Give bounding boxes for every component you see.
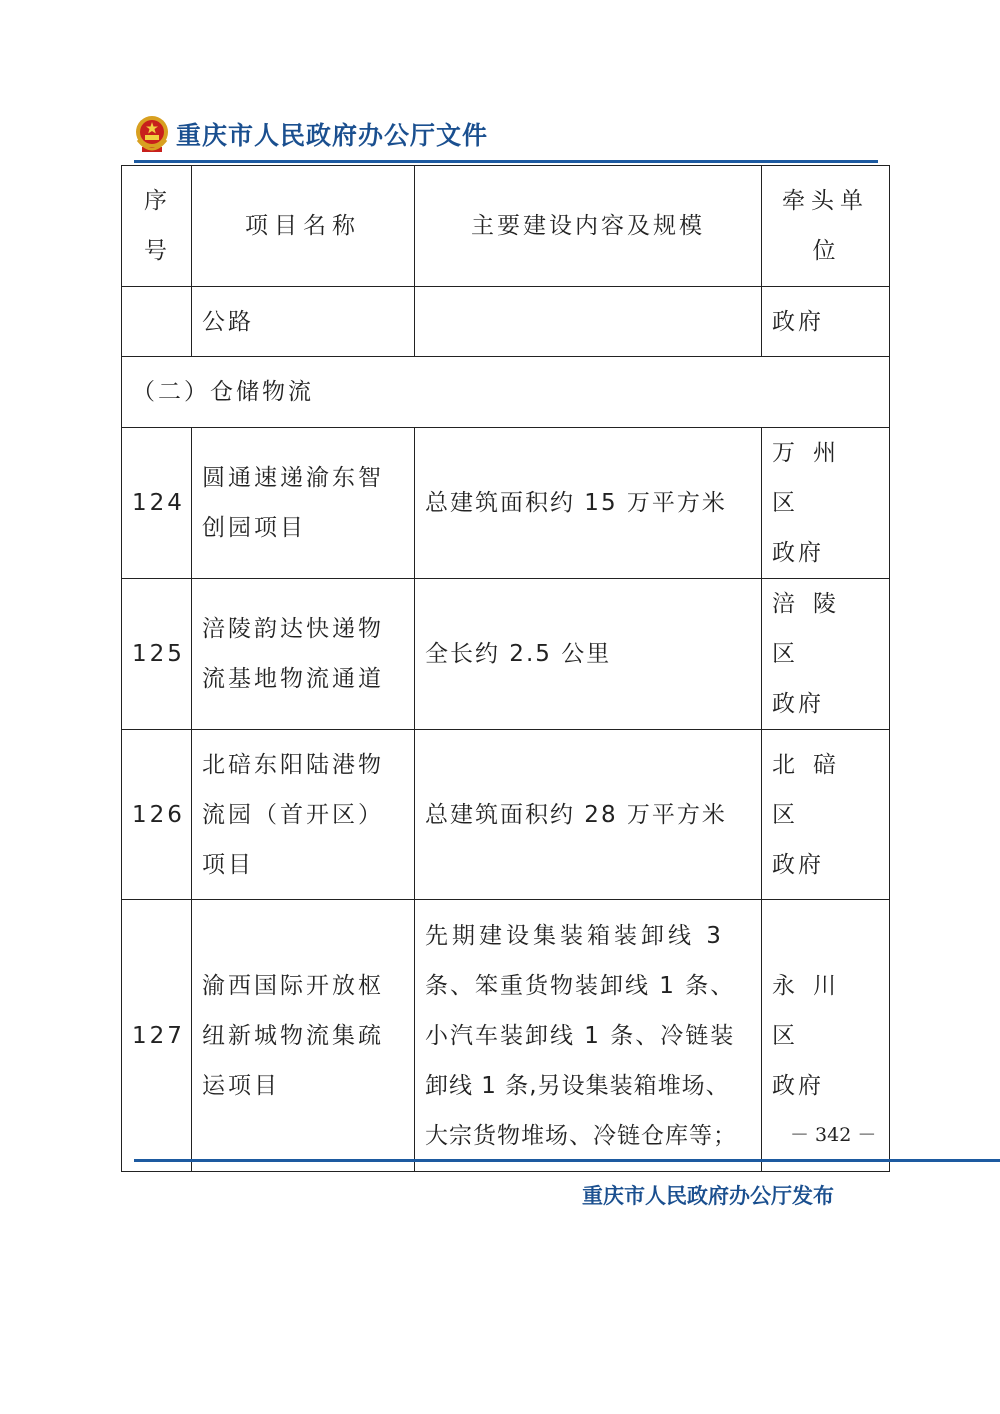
header-title: 重庆市人民政府办公厅文件 bbox=[176, 121, 489, 150]
cell-unit bbox=[762, 579, 890, 730]
name-line: 涪陵韵达快递物 bbox=[202, 616, 384, 642]
table-row bbox=[122, 428, 890, 579]
unit-top: 永川区 bbox=[772, 972, 854, 1049]
name-line: 运项目 bbox=[202, 1072, 280, 1099]
header-name: 项目名称 bbox=[192, 166, 415, 287]
content-line: 总建筑面积约 15 万平方米 bbox=[425, 490, 727, 516]
cell-no: 125 bbox=[122, 579, 192, 730]
content-line: 小汽车装卸线 1 条、冷链装 bbox=[425, 1022, 736, 1049]
content-line: 先期建设集装箱装卸线 3 bbox=[425, 922, 725, 949]
table-row bbox=[122, 730, 890, 900]
header-unit bbox=[762, 166, 890, 287]
national-emblem-icon bbox=[134, 114, 170, 154]
cell-content bbox=[415, 730, 762, 900]
content-line: 全长约 2.5 公里 bbox=[425, 641, 612, 667]
content-line: 总建筑面积约 28 万平方米 bbox=[425, 801, 727, 828]
header-unit-line1: 牵头单 bbox=[782, 188, 869, 214]
cell-unit bbox=[762, 730, 890, 900]
header-no: 序号 bbox=[122, 166, 192, 287]
page-number: － 342 － bbox=[790, 1124, 877, 1146]
footer-text: 重庆市人民政府办公厅发布 bbox=[582, 1183, 834, 1208]
unit-top: 万州区 bbox=[772, 440, 854, 516]
cell-name bbox=[192, 900, 415, 1172]
name-line: 项目 bbox=[202, 851, 254, 878]
cell-no: 124 bbox=[122, 428, 192, 579]
cell-content bbox=[415, 287, 762, 357]
unit-top: 北碚区 bbox=[772, 751, 854, 828]
cell-content bbox=[415, 428, 762, 579]
table-row bbox=[122, 579, 890, 730]
cell-no bbox=[122, 287, 192, 357]
cell-name bbox=[192, 428, 415, 579]
cell-content bbox=[415, 579, 762, 730]
unit-bottom: 政府 bbox=[772, 1072, 824, 1099]
name-line: 北碚东阳陆港物 bbox=[202, 751, 384, 778]
content-line: 大宗货物堆场、冷链仓库等； bbox=[425, 1122, 737, 1149]
table-row-continuation bbox=[122, 287, 890, 357]
name-line: 流基地物流通道 bbox=[202, 666, 384, 692]
header-unit-line2: 位 bbox=[812, 238, 839, 264]
name-line: 流园（首开区） bbox=[202, 801, 384, 828]
project-table bbox=[121, 165, 890, 1172]
table-row bbox=[122, 900, 890, 1172]
content-line: 条、笨重货物装卸线 1 条、 bbox=[425, 972, 736, 999]
header-content: 主要建设内容及规模 bbox=[415, 166, 762, 287]
cell-unit bbox=[762, 428, 890, 579]
unit-top: 涪陵区 bbox=[772, 591, 854, 667]
name-line: 渝西国际开放枢 bbox=[202, 972, 384, 999]
unit-bottom: 政府 bbox=[772, 691, 824, 717]
name-line: 纽新城物流集疏 bbox=[202, 1022, 384, 1049]
unit-bottom: 政府 bbox=[772, 540, 824, 566]
unit-bottom: 政府 bbox=[772, 851, 824, 878]
cell-name bbox=[192, 730, 415, 900]
header-rule bbox=[134, 160, 878, 163]
footer-rule bbox=[134, 1159, 1000, 1162]
cell-unit: 政府 bbox=[762, 287, 890, 357]
section-title: （二）仓储物流 bbox=[122, 357, 890, 428]
cell-no: 127 bbox=[122, 900, 192, 1172]
cell-name bbox=[192, 579, 415, 730]
cell-content bbox=[415, 900, 762, 1172]
document-header bbox=[134, 112, 879, 162]
content-line: 卸线 1 条,另设集装箱堆场、 bbox=[425, 1072, 730, 1099]
table-header-row bbox=[122, 166, 890, 287]
section-row bbox=[122, 357, 890, 428]
name-line: 圆通速递渝东智 bbox=[202, 465, 384, 491]
name-line: 创园项目 bbox=[202, 515, 306, 541]
cell-name: 公路 bbox=[192, 287, 415, 357]
cell-no: 126 bbox=[122, 730, 192, 900]
